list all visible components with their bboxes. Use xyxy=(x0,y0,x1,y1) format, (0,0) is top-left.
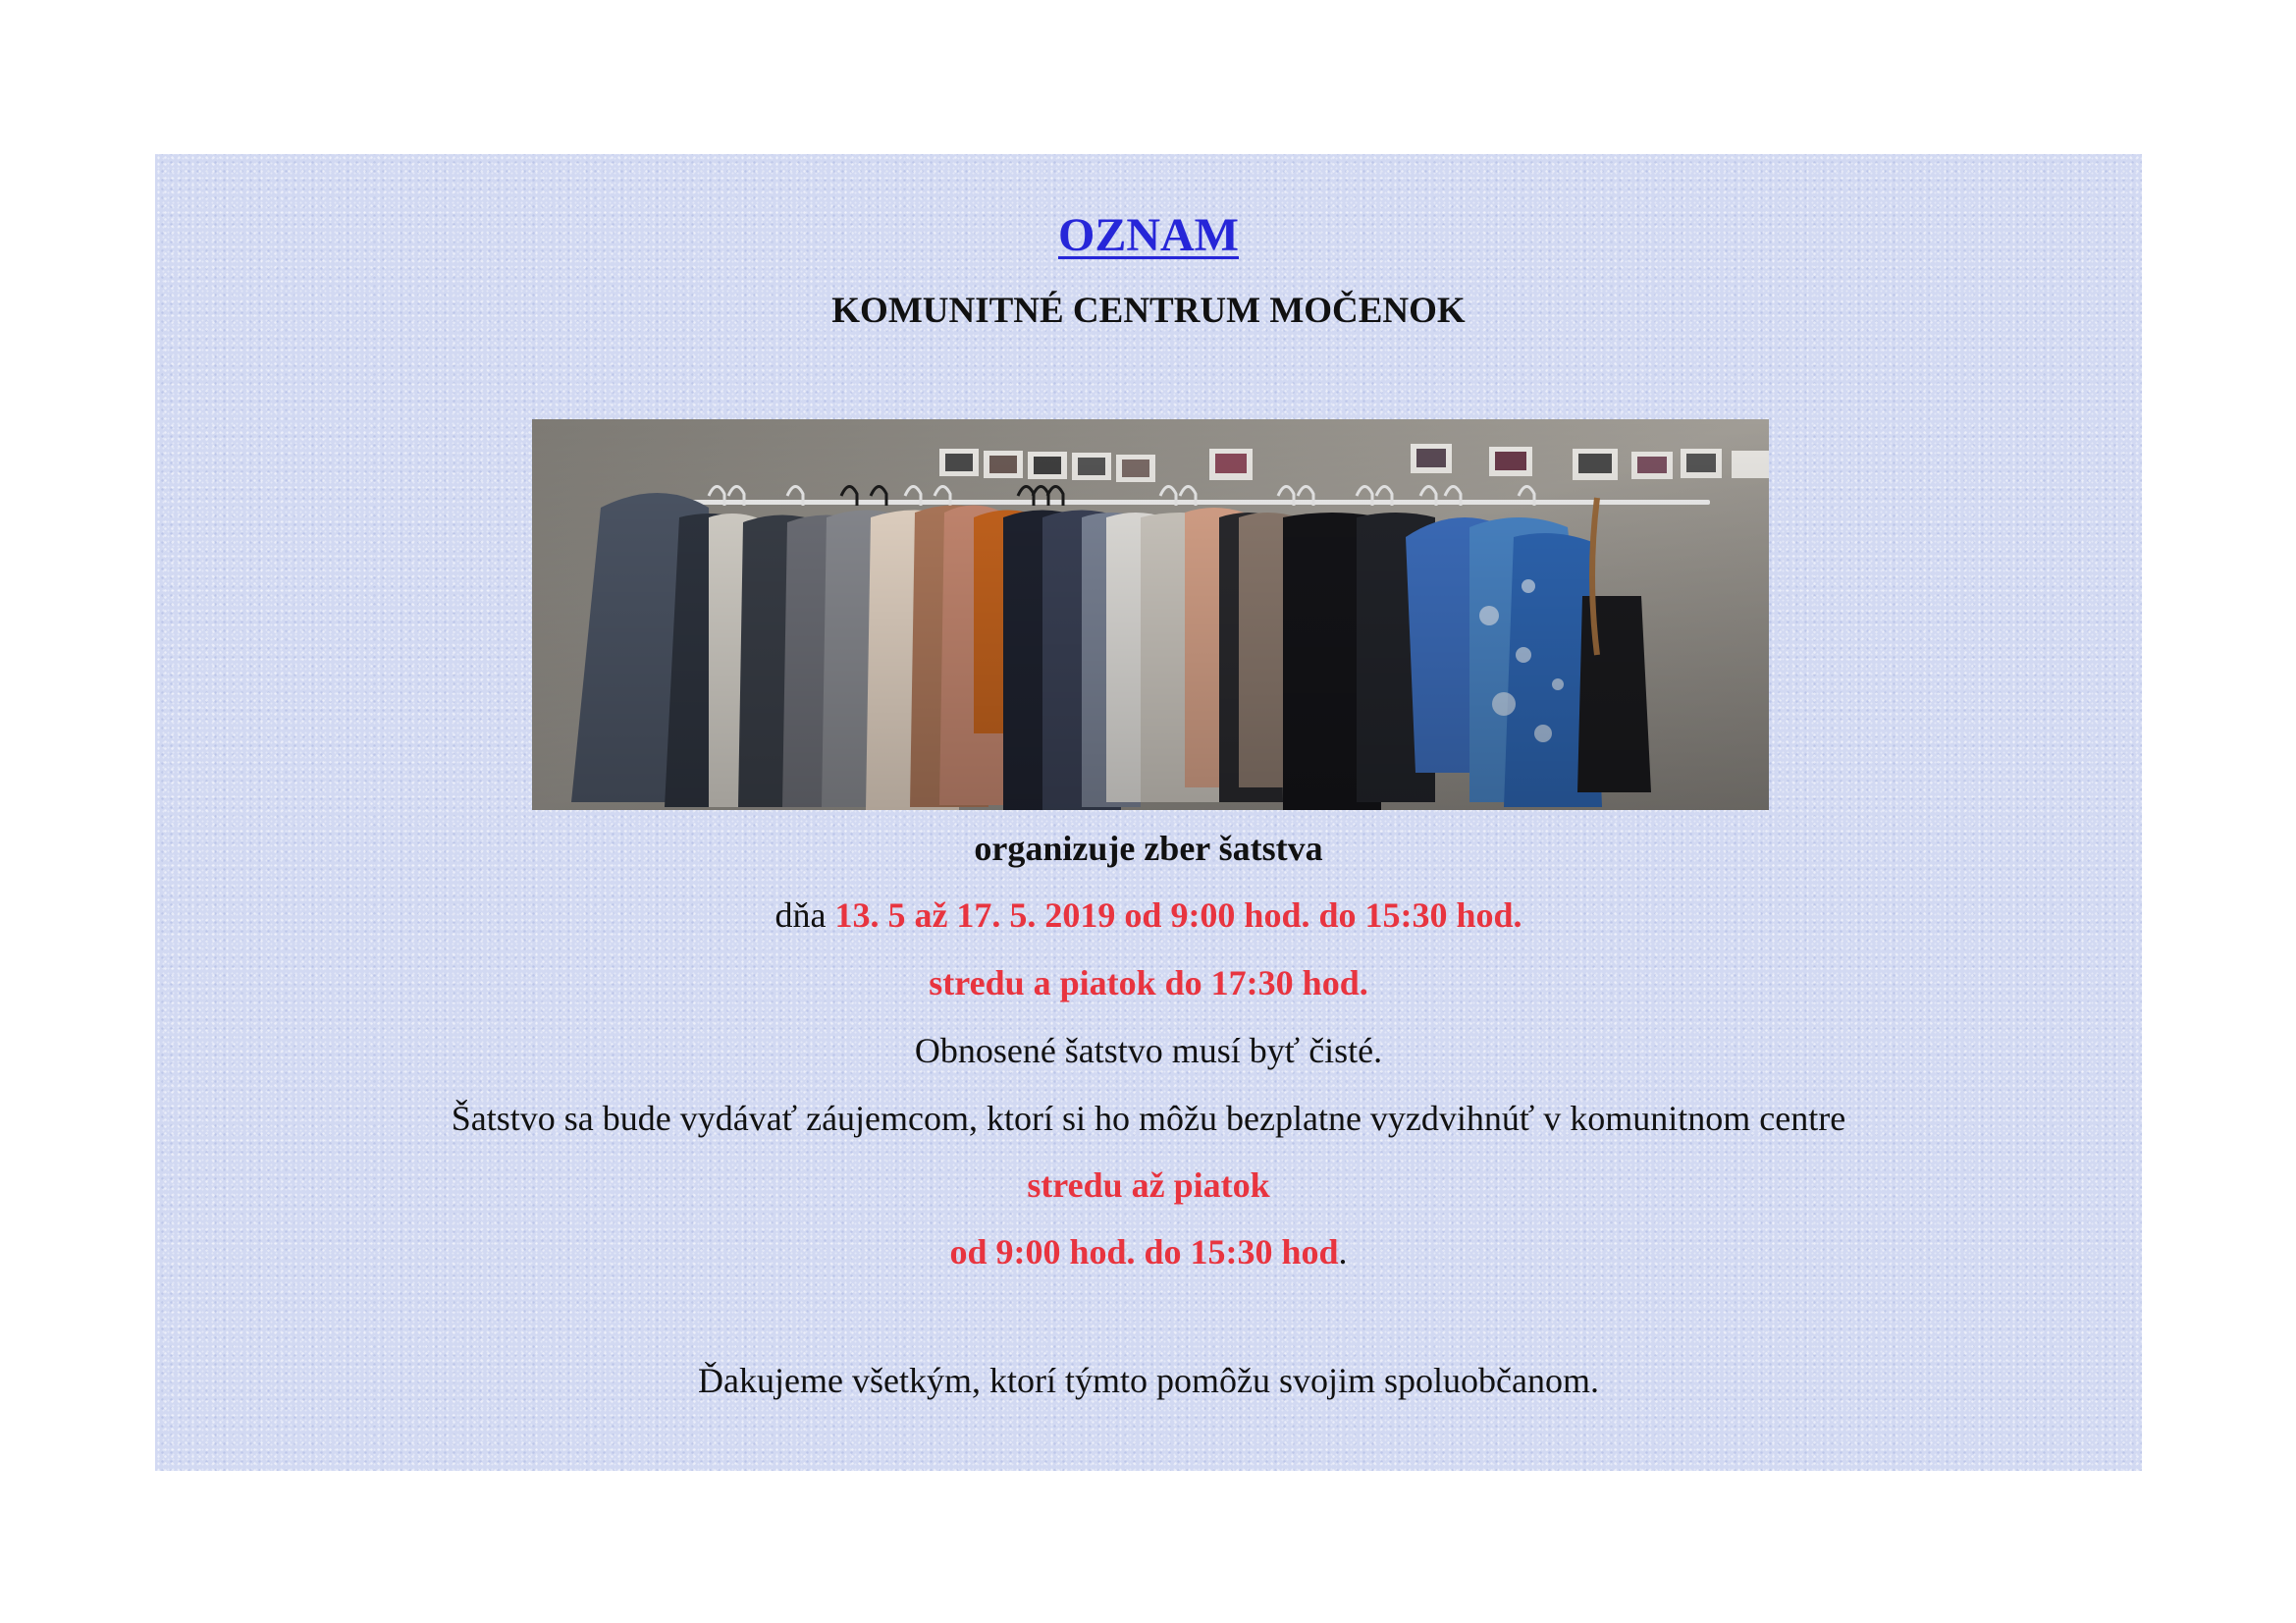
notice-title: OZNAM xyxy=(1058,209,1239,261)
dates-prefix: dňa xyxy=(774,895,827,935)
distribution-hours: od 9:00 hod. do 15:30 hod xyxy=(949,1232,1339,1271)
distribution-hours-suffix: . xyxy=(1338,1232,1348,1271)
dates-line xyxy=(155,894,2142,936)
dates-highlight: 13. 5 až 17. 5. 2019 od 9:00 hod. do 15:30 hod. xyxy=(834,895,1522,935)
thanks-line: Ďakujeme všetkým, ktorí týmto pomôžu svojim spoluobčanom. xyxy=(698,1361,1599,1400)
extended-hours-line: stredu a piatok do 17:30 hod. xyxy=(929,963,1368,1002)
distribution-hours-line xyxy=(155,1231,2142,1272)
collection-line: organizuje zber šatstva xyxy=(974,829,1323,868)
organization-name: KOMUNITNÉ CENTRUM MOČENOK xyxy=(831,291,1466,331)
clothes-rack-photo xyxy=(532,419,1769,810)
distribution-days-line: stredu až piatok xyxy=(1027,1165,1270,1205)
distribution-line: Šatstvo sa bude vydávať záujemcom, ktorí si ho môžu bezplatne vyzdvihnúť v komunitnom centre xyxy=(451,1099,1846,1138)
notice-panel xyxy=(155,154,2142,1471)
clothes-rack-illustration xyxy=(532,419,1769,810)
clean-clothes-line: Obnosené šatstvo musí byť čisté. xyxy=(914,1031,1383,1070)
